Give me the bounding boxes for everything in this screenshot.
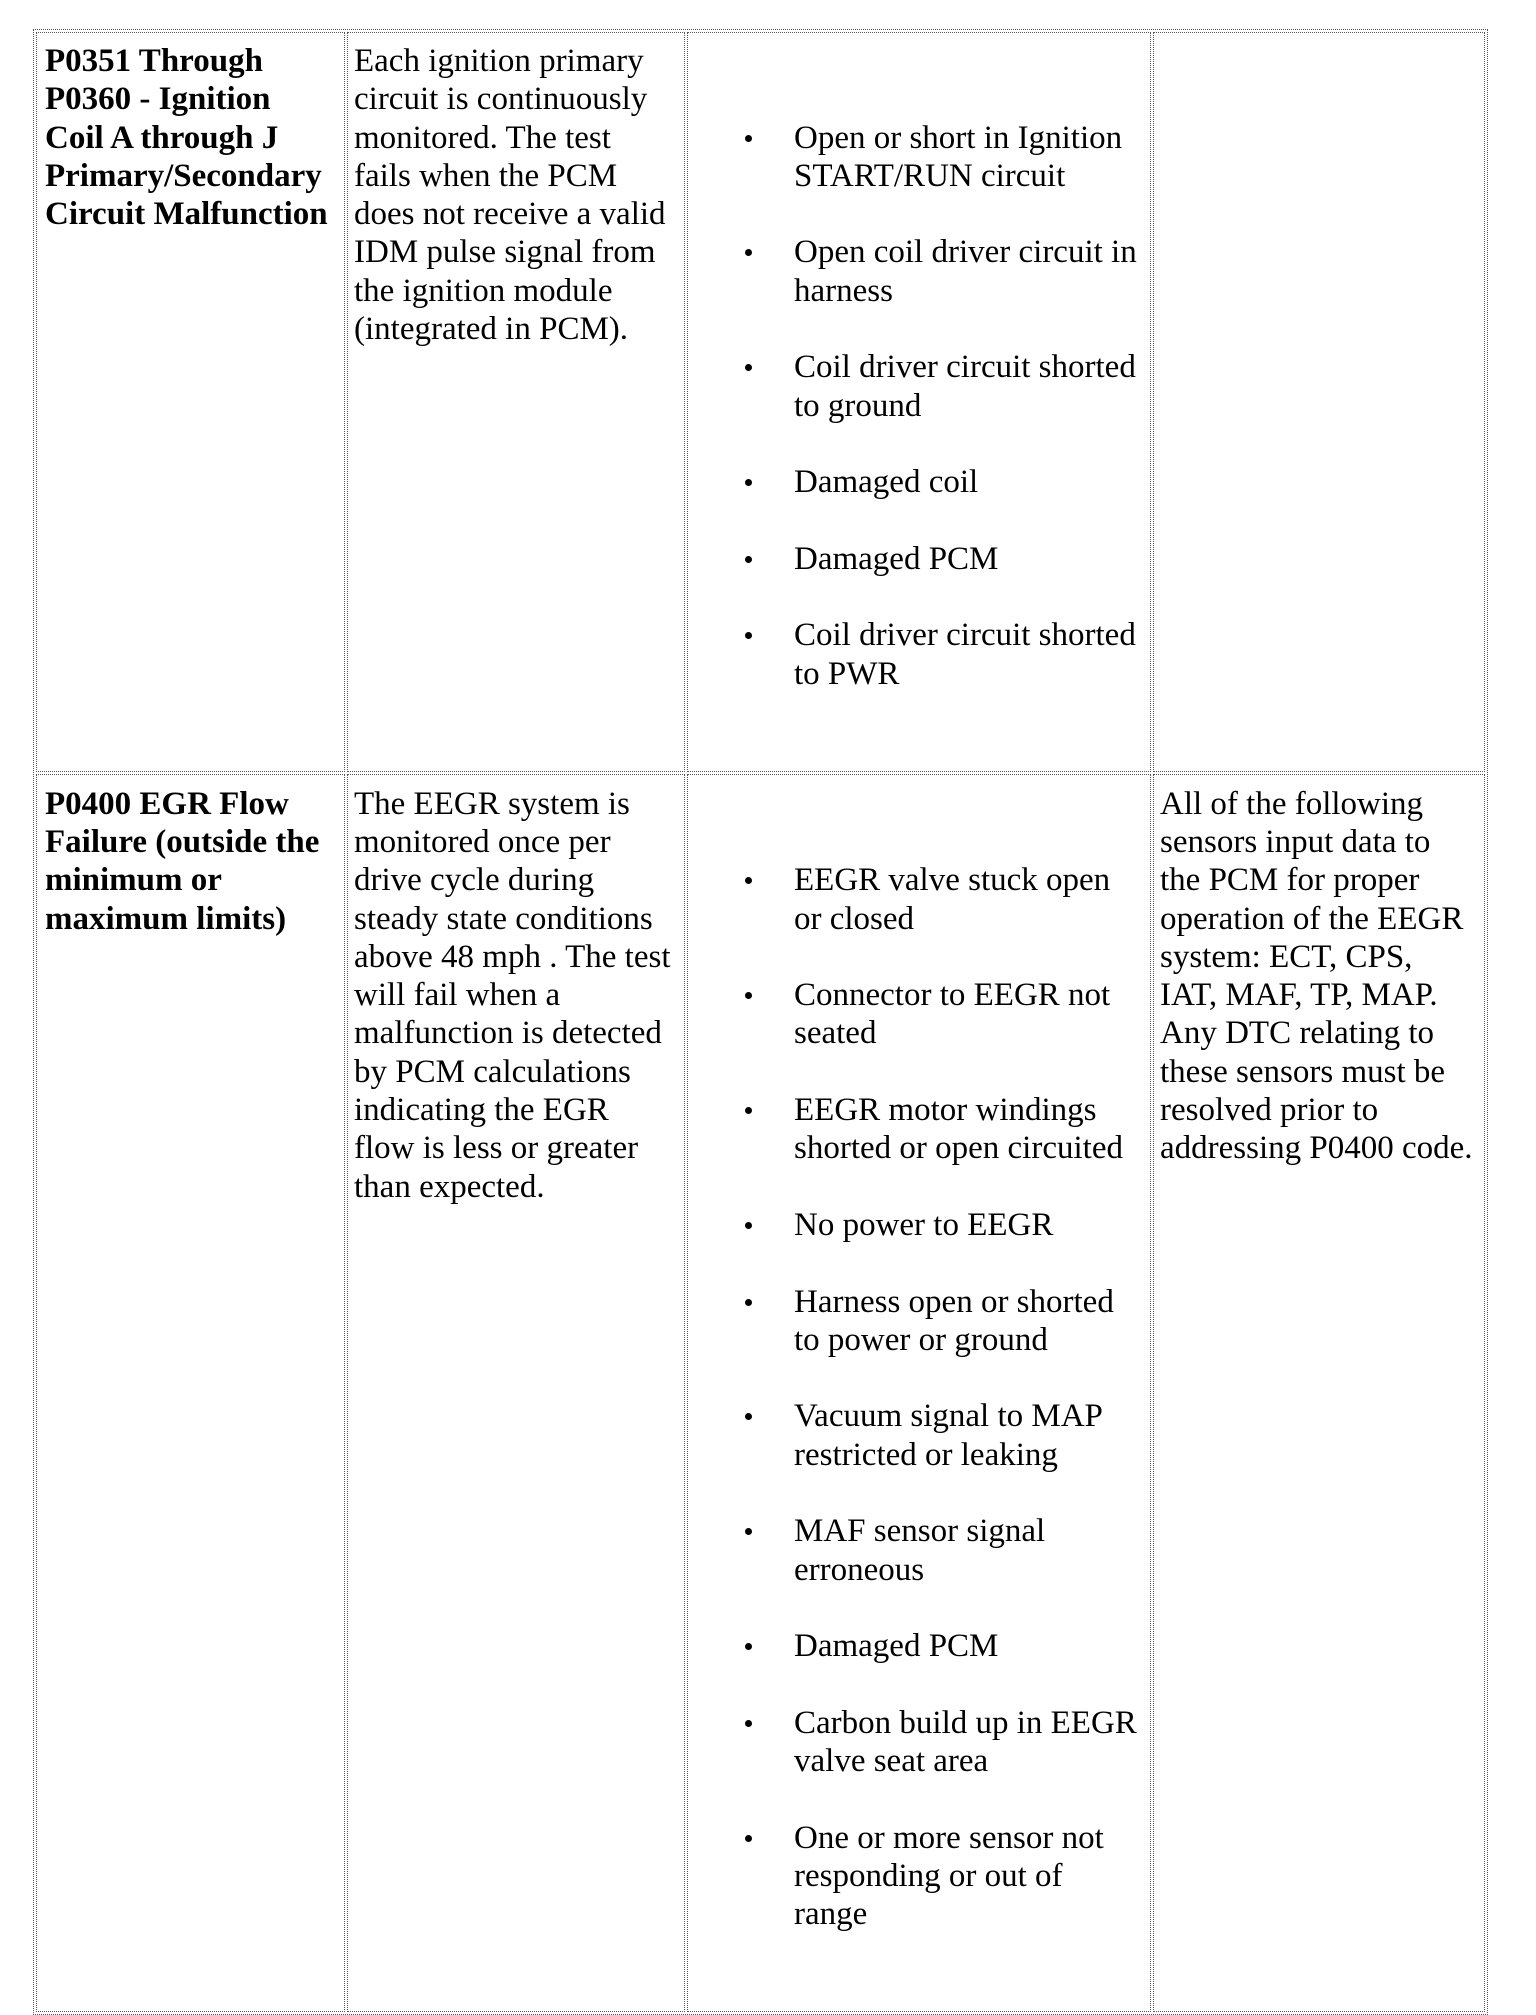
notes-cell: All of the following sensors input data to the PCM for proper operation of the EEGR system: ECT, CPS, IAT, MAF, TP, MAP. Any DTC relating to these sensors must be resolved prior to addressing P0400 code.: [1153, 774, 1485, 2013]
list-item: Coil driver circuit shorted to ground: [688, 348, 1148, 425]
monitor-description-cell: The EEGR system is monitored once per drive cycle during steady state conditions above 48 mph . The test will fail when a malfunction is detected by PCM calculations indicating the EGR flow is less or greater than expected.: [347, 774, 685, 2013]
table-row: [36, 774, 1485, 2013]
monitor-description-cell: Each ignition primary circuit is continuously monitored. The test fails when the PCM does not receive a valid IDM pulse signal from the ignition module (integrated in PCM).: [347, 32, 685, 772]
list-item: Coil driver circuit shorted to PWR: [688, 616, 1148, 693]
dtc-code-cell: P0400 EGR Flow Failure (outside the minimum or maximum limits): [36, 774, 345, 2013]
list-item: MAF sensor signal erroneous: [688, 1512, 1148, 1589]
notes-cell: [1153, 32, 1485, 772]
list-item: Damaged coil: [688, 463, 1148, 501]
list-item: Connector to EEGR not seated: [688, 976, 1148, 1053]
list-item: Harness open or shorted to power or ground: [688, 1283, 1148, 1360]
list-item: Damaged PCM: [688, 540, 1148, 578]
possible-causes-list: [688, 823, 1148, 1972]
list-item: No power to EEGR: [688, 1206, 1148, 1244]
possible-causes-cell: [687, 32, 1151, 772]
list-item: EEGR motor windings shorted or open circuited: [688, 1091, 1148, 1168]
dtc-table: [33, 29, 1488, 2015]
list-item: EEGR valve stuck open or closed: [688, 861, 1148, 938]
list-item: One or more sensor not responding or out of range: [688, 1819, 1148, 1934]
table-row: [36, 32, 1485, 772]
list-item: Open or short in Ignition START/RUN circuit: [688, 119, 1148, 196]
possible-causes-list: [688, 80, 1148, 731]
list-item: Carbon build up in EEGR valve seat area: [688, 1704, 1148, 1781]
dtc-code-cell: P0351 Through P0360 - Ignition Coil A through J Primary/Secondary Circuit Malfunction: [36, 32, 345, 772]
list-item: Damaged PCM: [688, 1627, 1148, 1665]
possible-causes-cell: [687, 774, 1151, 2013]
list-item: Open coil driver circuit in harness: [688, 233, 1148, 310]
list-item: Vacuum signal to MAP restricted or leaking: [688, 1397, 1148, 1474]
